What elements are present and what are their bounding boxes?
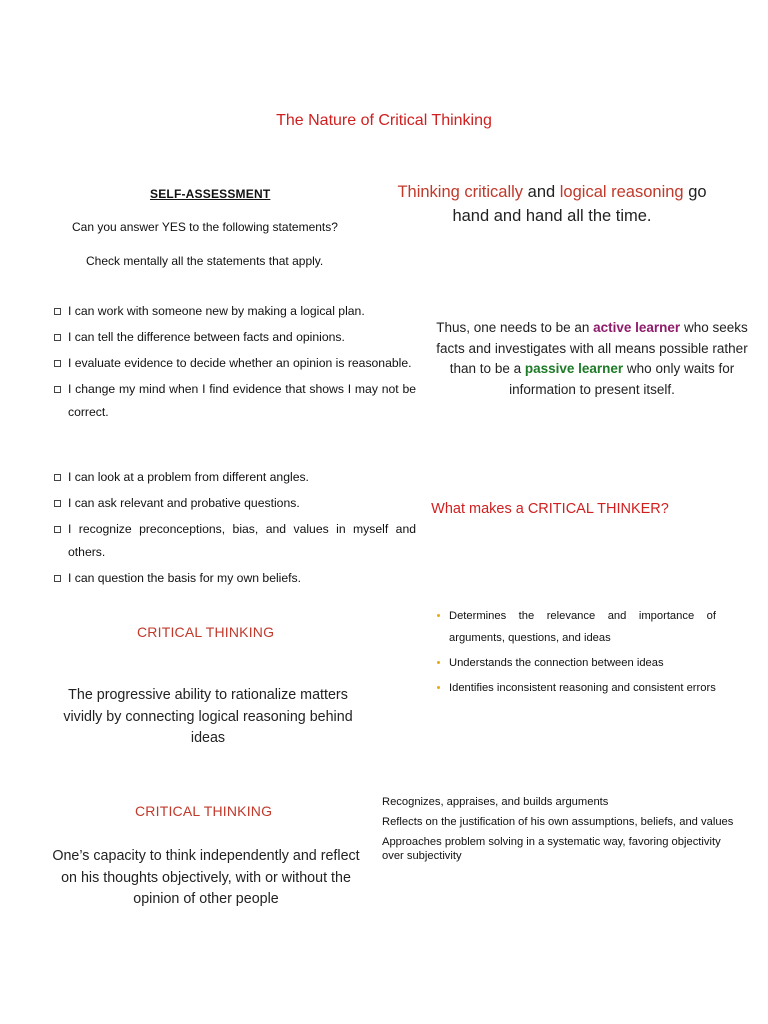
checklist-item: [54, 567, 416, 590]
checkbox-icon: [54, 474, 61, 481]
checklist-item: [54, 326, 416, 349]
statement-text: go hand and hand all the time.: [452, 183, 707, 225]
logical-reasoning-phrase: logical reasoning: [559, 183, 684, 201]
additional-traits: [382, 795, 744, 869]
thinking-critically-phrase: Thinking critically: [397, 183, 524, 201]
trait-item: Reflects on the justification of his own assumptions, beliefs, and values: [382, 816, 734, 828]
checklist-item: [54, 300, 416, 323]
critical-thinking-definition-2: One’s capacity to think independently and reflect on his thoughts objectively, with or without the opinion of other people: [52, 848, 360, 907]
checkbox-icon: [54, 500, 61, 507]
trait-item: Approaches problem solving in a systematic way, favoring objectivity over subjectivity: [382, 836, 721, 862]
checklist-item-text: I evaluate evidence to decide whether an opinion is reasonable.: [68, 356, 412, 370]
checklist-item-text: I recognize preconceptions, bias, and values in myself and others.: [68, 522, 416, 559]
self-assessment-heading: SELF-ASSESSMENT: [150, 187, 271, 201]
bullet-icon: [437, 686, 440, 689]
checkbox-icon: [54, 334, 61, 341]
checklist-item-text: I can tell the difference between facts and opinions.: [68, 330, 345, 344]
critical-thinking-heading-2: CRITICAL THINKING: [135, 803, 273, 819]
checkbox-icon: [54, 386, 61, 393]
trait-text: Determines the relevance and importance of arguments, questions, and ideas: [449, 610, 716, 644]
checklist-item-text: I can ask relevant and probative questions.: [68, 496, 300, 510]
checklist-item-text: I can look at a problem from different angles.: [68, 470, 309, 484]
passive-learner-term: passive learner: [524, 361, 624, 376]
checklist-item-text: I change my mind when I find evidence that shows I may not be correct.: [68, 382, 416, 419]
checklist-item-text: I can work with someone new by making a logical plan.: [68, 304, 365, 318]
statement-text: who seeks facts and investigates with all means possible rather than to be a: [436, 320, 748, 376]
critical-thinker-traits: [436, 605, 716, 702]
page-title: The Nature of Critical Thinking: [276, 112, 492, 129]
checklist-item: [54, 352, 416, 375]
self-assessment-instruction: Check mentally all the statements that apply.: [86, 254, 324, 268]
learner-statement: [432, 318, 752, 400]
statement-text: Thus, one needs to be an: [436, 320, 594, 335]
active-learner-term: active learner: [593, 320, 681, 335]
trait-text: Identifies inconsistent reasoning and consistent errors: [449, 682, 716, 694]
checklist-item: [54, 466, 416, 489]
thinking-critically-statement: [392, 180, 712, 228]
checklist-item: [54, 518, 416, 564]
critical-thinker-heading: What makes a CRITICAL THINKER?: [431, 501, 669, 517]
checkbox-icon: [54, 308, 61, 315]
checkbox-icon: [54, 575, 61, 582]
trait-text: Understands the connection between ideas: [449, 657, 664, 669]
statement-text: who only waits for information to present itself.: [509, 361, 735, 397]
checklist-item: [54, 378, 416, 424]
critical-thinking-heading-1: CRITICAL THINKING: [137, 624, 275, 640]
bullet-icon: [437, 661, 440, 664]
trait-item: [436, 652, 716, 674]
checklist-group-2: [54, 466, 416, 593]
self-assessment-question: Can you answer YES to the following statements?: [72, 220, 338, 234]
checklist-group-1: [54, 300, 416, 427]
checkbox-icon: [54, 526, 61, 533]
checkbox-icon: [54, 360, 61, 367]
statement-text: and: [523, 183, 560, 201]
checklist-item-text: I can question the basis for my own beliefs.: [68, 571, 302, 585]
trait-item: Recognizes, appraises, and builds arguments: [382, 796, 609, 808]
trait-item: [436, 605, 716, 649]
trait-item: [436, 677, 716, 699]
critical-thinking-definition-1: The progressive ability to rationalize matters vividly by connecting logical reasoning behind ideas: [63, 687, 353, 746]
bullet-icon: [437, 614, 440, 617]
checklist-item: [54, 492, 416, 515]
